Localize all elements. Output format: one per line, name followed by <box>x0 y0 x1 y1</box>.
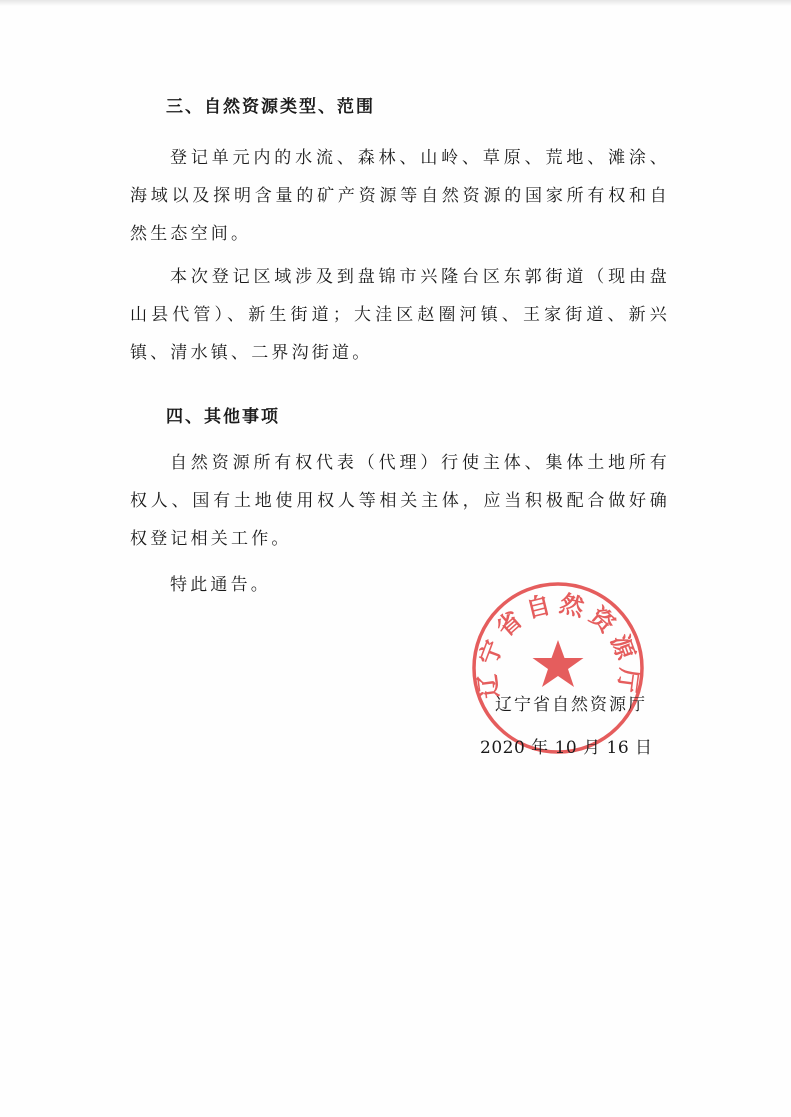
paragraph-resource-scope: 登记单元内的水流、森林、山岭、草原、荒地、滩涂、海域以及探明含量的矿产资源等自然资源的国家所有权和自然生态空间。 <box>130 148 670 244</box>
issuing-organization: 辽宁省自然资源厅 <box>495 695 647 715</box>
official-seal-icon <box>468 578 648 758</box>
section-heading-three: 三、自然资源类型、范围 <box>166 97 375 117</box>
scan-edge <box>0 0 791 6</box>
paragraph-registration-area: 本次登记区域涉及到盘锦市兴隆台区东郭街道（现由盘山县代管）、新生街道；大洼区赵圈河镇、王家街道、新兴镇、清水镇、二界沟街道。 <box>130 267 670 363</box>
seal-text: 辽宁省自然资源厅 <box>472 589 644 701</box>
paragraph-closing: 特此通告。 <box>170 575 271 595</box>
section-heading-four: 四、其他事项 <box>166 407 280 427</box>
paragraph-other-matters: 自然资源所有权代表（代理）行使主体、集体土地所有权人、国有土地使用权人等相关主体，应当积极配合做好确权登记相关工作。 <box>130 453 670 549</box>
seal-star-icon <box>533 640 584 687</box>
issue-date: 2020 年 10 月 16 日 <box>480 738 653 758</box>
